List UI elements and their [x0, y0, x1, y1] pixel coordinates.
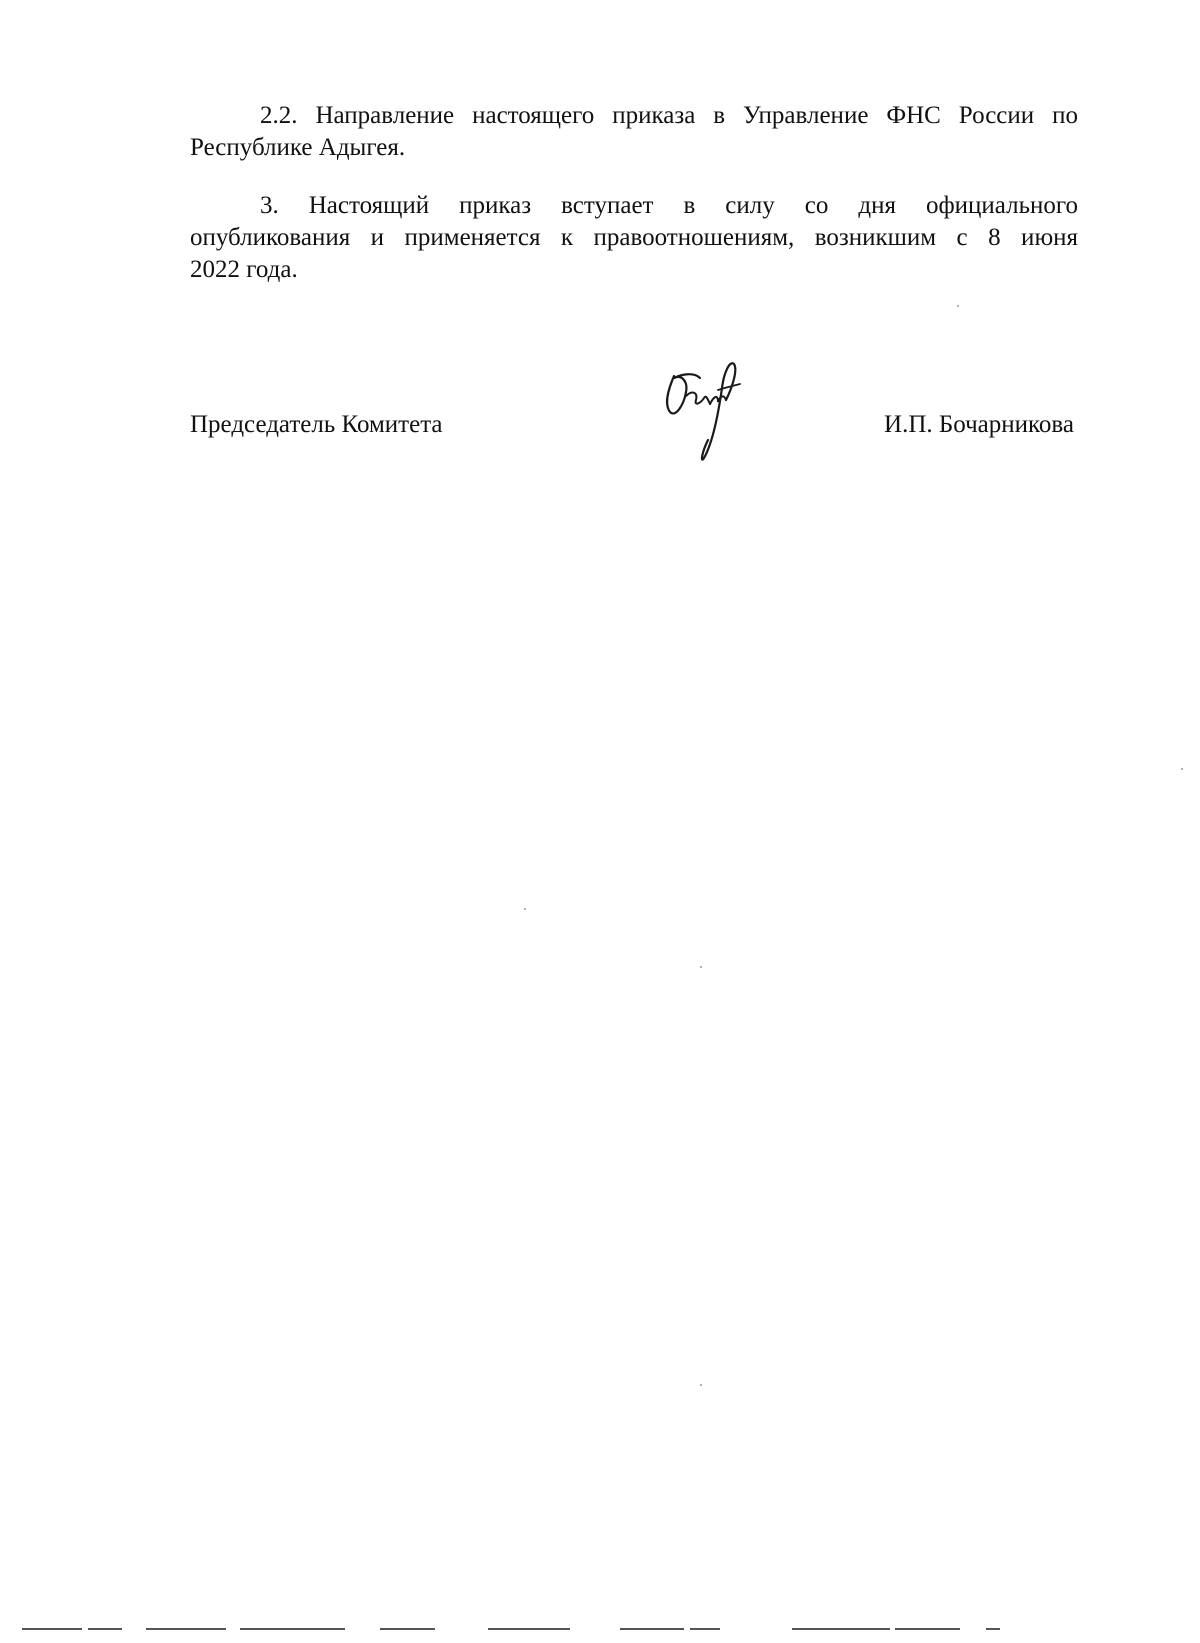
paragraph-3-line-1: 3. Настоящий приказ вступает в силу со дня официального — [260, 192, 1078, 219]
signatory-name: И.П. Бочарникова — [884, 411, 1074, 438]
paragraph-3-line-3: 2022 года. — [190, 256, 298, 283]
handwritten-signature-icon — [660, 360, 770, 480]
paragraph-2-2-line-1: 2.2. Направление настоящего приказа в Управление ФНС России по — [260, 102, 1078, 129]
signatory-position: Председатель Комитета — [190, 411, 443, 438]
scan-speck — [700, 1384, 702, 1386]
scan-speck — [700, 966, 702, 968]
paragraph-3 — [190, 190, 1078, 286]
paragraph-3-line-2: опубликования и применяется к правоотношениям, возникшим с 8 июня — [190, 224, 1078, 251]
scan-speck — [1181, 768, 1183, 770]
scan-speck — [524, 908, 526, 910]
paragraph-2-2 — [190, 100, 1078, 164]
scan-speck — [957, 305, 959, 307]
paragraph-2-2-line-2: Республике Адыгея. — [190, 134, 406, 161]
scan-edge-marks — [0, 1627, 1200, 1631]
